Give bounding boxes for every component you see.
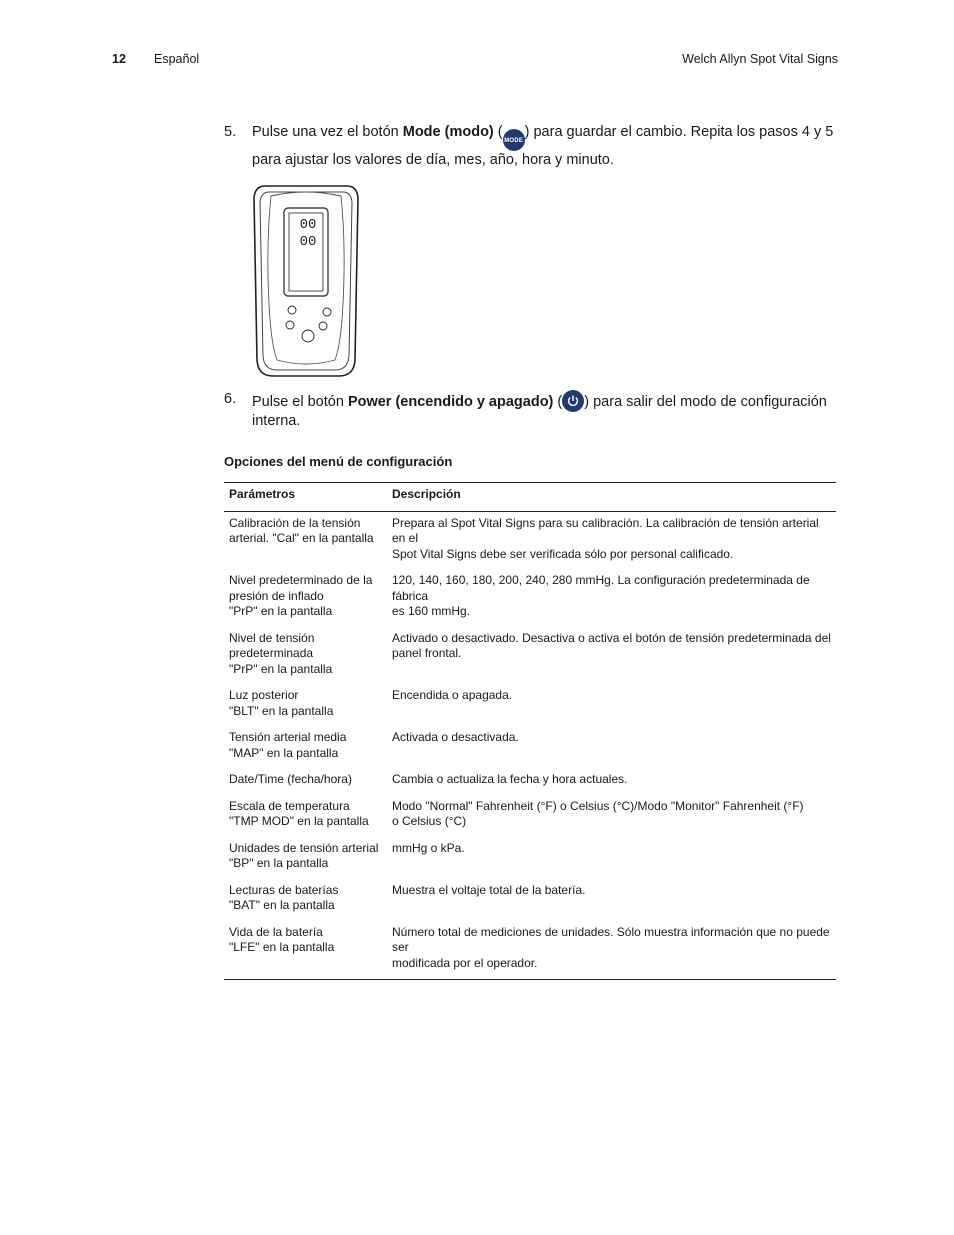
cell-text-line: Activado o desactivado. Desactiva o activa el botón de tensión predeterminada del bbox=[392, 630, 831, 645]
display-top: 00 bbox=[299, 217, 317, 233]
step-text bbox=[252, 123, 844, 170]
parameter-cell bbox=[224, 688, 387, 730]
cell-text-line: presión de inflado bbox=[229, 588, 324, 603]
cell-text-line: "PrP" en la pantalla bbox=[229, 661, 333, 676]
cell-text-line: Date/Time (fecha/hora) bbox=[229, 772, 352, 786]
table-row bbox=[224, 573, 836, 631]
section-title: Opciones del menú de configuración bbox=[224, 454, 453, 469]
table-row bbox=[224, 772, 836, 799]
table-row bbox=[224, 883, 836, 925]
step-text-part: Pulse el botón bbox=[252, 394, 348, 410]
cell-text-line: Prepara al Spot Vital Signs para su calibración. La calibración de tensión arterial en el bbox=[392, 515, 819, 545]
cell-text-line: Vida de la batería bbox=[229, 924, 323, 939]
cell-text-line: "PrP" en la pantalla bbox=[229, 604, 333, 618]
cell-text-line: Modo "Normal" Fahrenheit (°F) o Celsius (°C)/Modo "Monitor" Fahrenheit (°F) bbox=[392, 798, 804, 813]
step-5 bbox=[224, 123, 844, 170]
header-document-title: Welch Allyn Spot Vital Signs bbox=[682, 52, 838, 66]
description-cell bbox=[387, 573, 836, 631]
power-button-icon bbox=[562, 390, 584, 412]
cell-text-line: Lecturas de baterías bbox=[229, 882, 339, 897]
step-bold-label: Mode (modo) bbox=[402, 124, 494, 140]
cell-text-line: "BAT" en la pantalla bbox=[229, 898, 335, 912]
parameter-cell bbox=[224, 883, 387, 925]
config-options-table bbox=[224, 482, 836, 980]
mode-button-icon bbox=[503, 129, 525, 151]
column-header: Descripción bbox=[387, 483, 836, 512]
cell-text-line: Cambia o actualiza la fecha y hora actuales. bbox=[392, 772, 628, 786]
step-text-part: ( bbox=[553, 394, 563, 410]
column-header: Parámetros bbox=[224, 483, 387, 512]
step-number: 6. bbox=[224, 391, 237, 407]
cell-text-line: "LFE" en la pantalla bbox=[229, 940, 335, 954]
parameter-cell bbox=[224, 631, 387, 689]
cell-text-line: Spot Vital Signs debe ser verificada sólo por personal calificado. bbox=[392, 546, 734, 561]
device-illustration bbox=[251, 184, 361, 385]
cell-text-line: Número total de mediciones de unidades. Sólo muestra información que no puede ser bbox=[392, 924, 830, 954]
display-bottom: 00 bbox=[299, 234, 317, 250]
cell-text-line: "BLT" en la pantalla bbox=[229, 703, 334, 718]
parameter-cell bbox=[224, 841, 387, 883]
cell-text-line: Escala de temperatura bbox=[229, 798, 350, 813]
cell-text-line: mmHg o kPa. bbox=[392, 840, 465, 855]
cell-text-line: 120, 140, 160, 180, 200, 240, 280 mmHg. La configuración predeterminada de fábrica bbox=[392, 573, 810, 603]
cell-text-line: modificada por el operador. bbox=[392, 955, 538, 970]
cell-text-line: es 160 mmHg. bbox=[392, 604, 471, 618]
step-text bbox=[252, 390, 844, 431]
cell-text-line: Calibración de la tensión bbox=[229, 515, 361, 530]
step-text-part: Pulse una vez el botón bbox=[252, 124, 403, 140]
cell-text-line: Nivel de tensión bbox=[229, 630, 315, 645]
description-cell bbox=[387, 688, 836, 730]
mode-icon-label: MODE bbox=[504, 138, 524, 144]
table-row bbox=[224, 925, 836, 980]
cell-text-line: Muestra el voltaje total de la batería. bbox=[392, 882, 586, 897]
parameter-cell bbox=[224, 772, 387, 799]
description-cell bbox=[387, 631, 836, 689]
cell-text-line: "MAP" en la pantalla bbox=[229, 745, 339, 760]
description-cell bbox=[387, 799, 836, 841]
description-cell bbox=[387, 730, 836, 772]
parameter-cell bbox=[224, 925, 387, 980]
parameter-cell bbox=[224, 511, 387, 573]
table-row bbox=[224, 730, 836, 772]
cell-text-line: Activada o desactivada. bbox=[392, 730, 519, 744]
table-row bbox=[224, 688, 836, 730]
description-cell bbox=[387, 772, 836, 799]
parameter-cell bbox=[224, 573, 387, 631]
table-row bbox=[224, 631, 836, 689]
description-cell bbox=[387, 883, 836, 925]
page-number: 12 bbox=[112, 52, 126, 66]
cell-text-line: "BP" en la pantalla bbox=[229, 856, 329, 870]
vital-signs-monitor-icon bbox=[251, 184, 361, 380]
description-cell bbox=[387, 841, 836, 883]
cell-text-line: Encendida o apagada. bbox=[392, 688, 513, 702]
step-6 bbox=[224, 390, 844, 431]
step-text-part: ) para salir del modo de configuración interna. bbox=[252, 394, 827, 429]
table-row bbox=[224, 799, 836, 841]
cell-text-line: Nivel predeterminado de la bbox=[229, 573, 373, 587]
cell-text-line: "TMP MOD" en la pantalla bbox=[229, 814, 369, 828]
step-text-part: ( bbox=[493, 124, 503, 140]
step-number: 5. bbox=[224, 124, 237, 140]
step-bold-label: Power (encendido y apagado) bbox=[347, 394, 554, 410]
header-language: Español bbox=[154, 52, 200, 66]
cell-text-line: Tensión arterial media bbox=[229, 730, 347, 744]
table-header-row bbox=[224, 483, 836, 512]
table-row bbox=[224, 841, 836, 883]
step-text-part: ) para guardar el cambio. Repita los pasos 4 y 5 para ajustar los valores de día, mes, año, hora y minuto. bbox=[252, 124, 834, 168]
table-row bbox=[224, 511, 836, 573]
parameter-cell bbox=[224, 730, 387, 772]
cell-text-line: panel frontal. bbox=[392, 646, 462, 660]
cell-text-line: o Celsius (°C) bbox=[392, 814, 467, 828]
cell-text-line: predeterminada bbox=[229, 646, 314, 660]
parameter-cell bbox=[224, 799, 387, 841]
cell-text-line: Luz posterior bbox=[229, 688, 299, 702]
description-cell bbox=[387, 511, 836, 573]
cell-text-line: arterial. "Cal" en la pantalla bbox=[229, 531, 374, 545]
description-cell bbox=[387, 925, 836, 980]
cell-text-line: Unidades de tensión arterial bbox=[229, 840, 379, 855]
